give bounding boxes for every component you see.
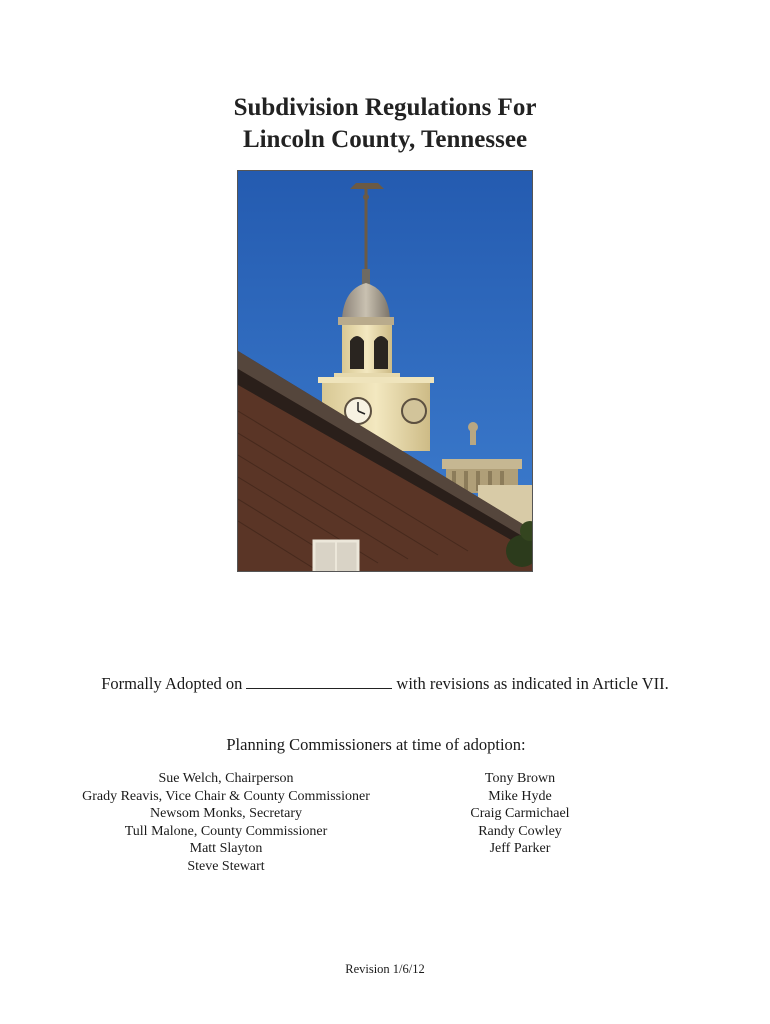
document-title bbox=[0, 92, 770, 156]
adoption-prefix: Formally Adopted on bbox=[101, 674, 243, 693]
commissioners-heading: Planning Commissioners at time of adoption: bbox=[226, 735, 526, 754]
title-line-2: Lincoln County, Tennessee bbox=[242, 126, 528, 153]
commissioner-name: Steve Stewart bbox=[187, 858, 265, 874]
commissioner-name: Randy Cowley bbox=[478, 823, 562, 839]
commissioner-name: Craig Carmichael bbox=[470, 806, 570, 821]
commissioner-name: Sue Welch, Chairperson bbox=[158, 771, 294, 786]
commissioner-name: Tull Malone, County Commissioner bbox=[124, 823, 328, 839]
title-line-1: Subdivision Regulations For bbox=[233, 94, 537, 121]
courthouse-cupola-photo bbox=[237, 170, 533, 572]
commissioner-name: Mike Hyde bbox=[488, 788, 552, 804]
revision-footer: Revision 1/6/12 bbox=[345, 962, 425, 976]
adoption-statement bbox=[0, 673, 770, 694]
adoption-suffix: with revisions as indicated in Article VII. bbox=[396, 674, 669, 693]
commissioner-name: Jeff Parker bbox=[489, 841, 551, 856]
commissioners-left-column bbox=[70, 770, 382, 875]
commissioner-name: Newsom Monks, Secretary bbox=[149, 806, 303, 821]
commissioner-name: Matt Slayton bbox=[189, 841, 263, 856]
commissioners-right-column bbox=[450, 770, 590, 858]
commissioner-name: Grady Reavis, Vice Chair & County Commissioner bbox=[82, 788, 370, 804]
adoption-date-blank bbox=[246, 673, 392, 689]
commissioner-name: Tony Brown bbox=[484, 771, 556, 786]
